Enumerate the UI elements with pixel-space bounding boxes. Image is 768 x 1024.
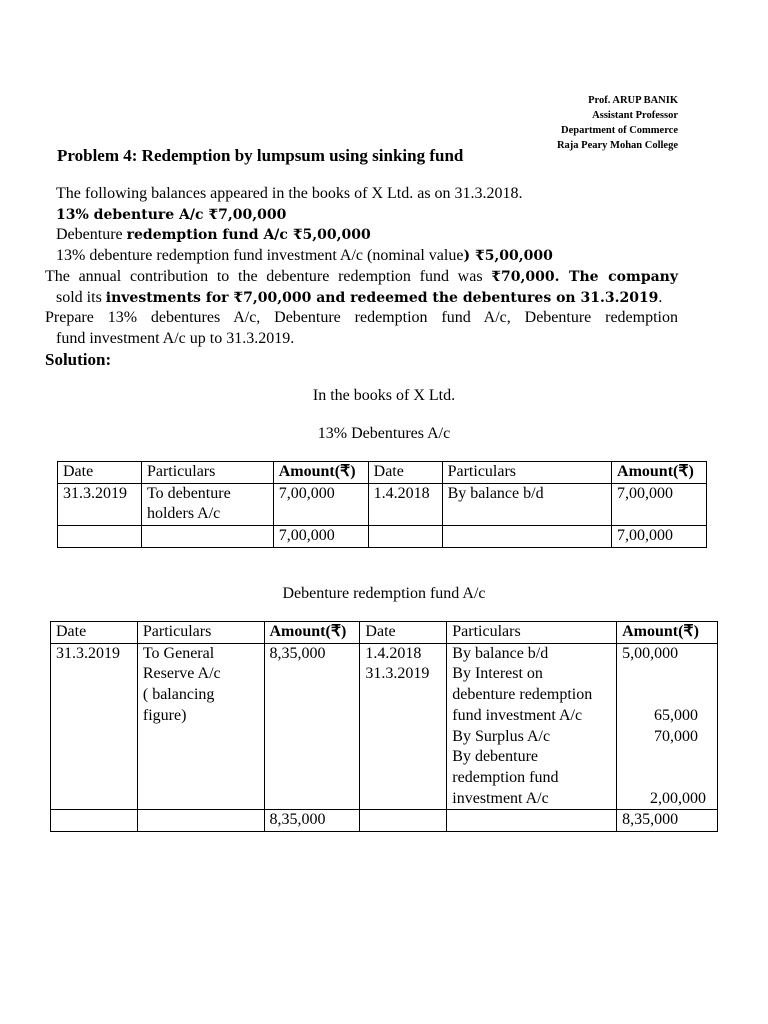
debit-amount: 7,00,000 <box>273 483 368 525</box>
fund-balance: Debenture redemption fund A/c ₹5,00,000 <box>56 226 371 244</box>
header-amount-credit: Amount(₹) <box>612 462 707 484</box>
header-amount: Amount(₹) <box>273 462 368 484</box>
table2-heading: Debenture redemption fund A/c <box>282 585 486 602</box>
totals-row <box>51 810 718 832</box>
debentures-ledger-table <box>57 461 707 548</box>
books-heading: In the books of X Ltd. <box>312 387 456 404</box>
problem-title: Problem 4: Redemption by lumpsum using sinking fund <box>57 146 464 165</box>
header-date: Date <box>51 622 138 644</box>
header-amount: Amount(₹) <box>264 622 360 644</box>
table-row <box>51 643 718 810</box>
table1-heading: 13% Debentures A/c <box>317 425 451 442</box>
header-particulars-credit: Particulars <box>447 622 617 644</box>
header-particulars: Particulars <box>137 622 264 644</box>
header-date-credit: Date <box>368 462 442 484</box>
contribution-line-2: sold its investments for ₹7,00,000 and redeemed the debentures on 31.3.2019. <box>56 288 663 306</box>
credit-total: 8,35,000 <box>617 810 718 832</box>
problem-statement <box>45 184 678 370</box>
author-department: Department of Commerce <box>560 125 678 136</box>
table-header-row <box>51 622 718 644</box>
contribution-line-1: The annual contribution to the debenture redemption fund was ₹70,000. The company <box>45 267 678 285</box>
credit-particulars: By balance b/d By Interest on debenture redemption fund investment A/c By Surplus A/c By debenture redemption fund investment A/c <box>447 643 617 810</box>
header-date: Date <box>58 462 142 484</box>
debit-particulars: To General Reserve A/c ( balancing figure) <box>137 643 264 810</box>
credit-date: 1.4.2018 <box>368 483 442 525</box>
solution-label: Solution: <box>45 349 112 369</box>
author-block <box>557 93 678 153</box>
debit-date: 31.3.2019 <box>51 643 138 810</box>
investment-balance: 13% debenture redemption fund investment A/c (nominal value) ₹5,00,000 <box>56 247 553 265</box>
debit-amount: 8,35,000 <box>264 643 360 810</box>
debenture-balance: 13% debenture A/c ₹7,00,000 <box>56 206 287 223</box>
author-college: Raja Peary Mohan College <box>556 140 678 151</box>
table-row <box>58 483 707 525</box>
prepare-line-1: Prepare 13% debentures A/c, Debenture redemption fund A/c, Debenture redemption <box>45 309 678 327</box>
author-designation: Assistant Professor <box>592 110 678 121</box>
debit-particulars: To debenture holders A/c <box>141 483 273 525</box>
credit-amounts: 5,00,000 65,000 70,000 2,00,000 <box>617 643 718 810</box>
header-particulars: Particulars <box>141 462 273 484</box>
debit-date: 31.3.2019 <box>58 483 142 525</box>
author-name: Prof. ARUP BANIK <box>588 95 678 106</box>
credit-amount: 7,00,000 <box>612 483 707 525</box>
header-particulars-credit: Particulars <box>442 462 611 484</box>
credit-total: 7,00,000 <box>612 526 707 548</box>
credit-particulars: By balance b/d <box>442 483 611 525</box>
debit-total: 8,35,000 <box>264 810 360 832</box>
intro-line: The following balances appeared in the books of X Ltd. as on 31.3.2018. <box>56 185 523 202</box>
debit-total: 7,00,000 <box>273 526 368 548</box>
table-header-row <box>58 462 707 484</box>
prepare-line-2: fund investment A/c up to 31.3.2019. <box>56 329 295 347</box>
header-amount-credit: Amount(₹) <box>617 622 718 644</box>
redemption-fund-ledger-table <box>50 621 718 832</box>
credit-dates: 1.4.2018 31.3.2019 <box>360 643 447 810</box>
header-date-credit: Date <box>360 622 447 644</box>
totals-row <box>58 526 707 548</box>
